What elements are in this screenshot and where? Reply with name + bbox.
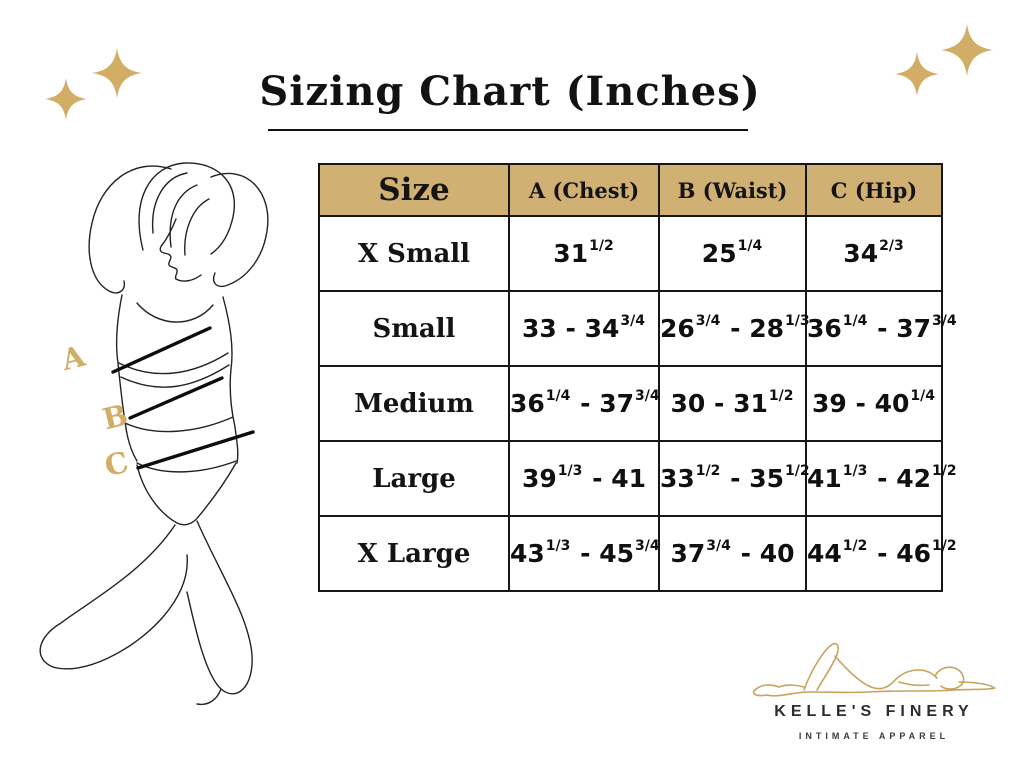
value-text: - 42 xyxy=(868,464,931,493)
value-text: 31 xyxy=(553,239,589,268)
fraction-superscript: 1/2 xyxy=(931,463,957,479)
value-text: - 35 xyxy=(721,464,784,493)
value-text: 34 xyxy=(843,239,879,268)
size-cell: X Large xyxy=(319,516,509,591)
value-text: - 45 xyxy=(571,539,634,568)
measurement-label-a: A xyxy=(58,338,89,378)
header-cell: A (Chest) xyxy=(509,164,659,216)
fraction-superscript: 3/4 xyxy=(706,538,731,554)
size-cell: X Small xyxy=(319,216,509,291)
value-cell xyxy=(806,216,942,291)
table-row xyxy=(319,441,942,516)
woman-line-drawing xyxy=(25,155,310,710)
fraction-superscript: 1/4 xyxy=(842,313,868,329)
value-text: 36 xyxy=(807,314,842,343)
fraction-superscript: 1/2 xyxy=(931,538,957,554)
page-title: Sizing Chart (Inches) xyxy=(259,68,761,115)
fraction-superscript: 1/4 xyxy=(545,388,571,404)
fraction-superscript: 3/4 xyxy=(931,313,957,329)
table-row xyxy=(319,216,942,291)
fraction-superscript: 1/3 xyxy=(784,313,810,329)
value-text: - 37 xyxy=(571,389,634,418)
fraction-superscript: 1/4 xyxy=(737,238,763,254)
sparkle-icon xyxy=(941,24,993,76)
sparkle-icon xyxy=(92,48,142,98)
value-text: 39 - 40 xyxy=(812,389,910,418)
value-cell xyxy=(659,291,810,366)
table-row xyxy=(319,291,942,366)
sizing-table xyxy=(318,163,957,592)
sparkle-icon xyxy=(895,52,939,96)
value-text: 25 xyxy=(701,239,737,268)
fraction-superscript: 1/4 xyxy=(910,388,935,404)
title-underline xyxy=(268,129,748,131)
value-text: 39 xyxy=(522,464,557,493)
size-cell: Small xyxy=(319,291,509,366)
value-cell xyxy=(659,366,806,441)
header-row xyxy=(319,164,942,216)
measurement-label-c: C xyxy=(101,444,132,484)
value-cell xyxy=(659,516,806,591)
fraction-superscript: 1/2 xyxy=(589,238,614,254)
value-cell xyxy=(659,216,806,291)
value-cell xyxy=(509,291,659,366)
fraction-superscript: 2/3 xyxy=(879,238,904,254)
value-cell xyxy=(509,366,659,441)
fraction-superscript: 1/3 xyxy=(545,538,571,554)
value-cell xyxy=(509,216,659,291)
value-cell xyxy=(509,516,659,591)
value-cell xyxy=(509,441,659,516)
value-cell xyxy=(806,291,957,366)
value-text: 43 xyxy=(510,539,545,568)
value-text: 30 - 31 xyxy=(670,389,768,418)
value-text: - 40 xyxy=(731,539,795,568)
table-row xyxy=(319,516,942,591)
value-cell xyxy=(806,366,942,441)
size-cell: Medium xyxy=(319,366,509,441)
value-text: 41 xyxy=(807,464,842,493)
fraction-superscript: 3/4 xyxy=(634,388,660,404)
fraction-superscript: 1/3 xyxy=(557,463,583,479)
fraction-superscript: 1/2 xyxy=(784,463,810,479)
fraction-superscript: 3/4 xyxy=(695,313,721,329)
value-text: 33 xyxy=(660,464,695,493)
value-cell xyxy=(659,441,810,516)
measurement-label-b: B xyxy=(99,397,132,437)
brand-name: KELLE'S FINERY xyxy=(774,703,974,720)
fraction-superscript: 1/2 xyxy=(768,388,794,404)
fraction-superscript: 1/2 xyxy=(842,538,868,554)
value-text: 33 - 34 xyxy=(522,314,620,343)
header-cell: B (Waist) xyxy=(659,164,806,216)
value-text: 37 xyxy=(670,539,706,568)
fraction-superscript: 1/2 xyxy=(695,463,721,479)
sparkle-icon xyxy=(45,78,87,120)
value-text: - 37 xyxy=(868,314,931,343)
value-text: 44 xyxy=(807,539,842,568)
fraction-superscript: 3/4 xyxy=(620,313,645,329)
value-text: - 28 xyxy=(721,314,784,343)
value-cell xyxy=(806,441,957,516)
header-cell: C (Hip) xyxy=(806,164,942,216)
fraction-superscript: 1/3 xyxy=(842,463,868,479)
value-text: 26 xyxy=(660,314,695,343)
value-cell xyxy=(806,516,957,591)
brand-tagline: INTIMATE APPAREL xyxy=(798,731,950,741)
header-cell-size: Size xyxy=(319,164,509,216)
logo-reclining-figure xyxy=(748,640,1000,702)
value-text: 36 xyxy=(510,389,545,418)
value-text: - 46 xyxy=(868,539,931,568)
fraction-superscript: 3/4 xyxy=(634,538,660,554)
value-text: - 41 xyxy=(583,464,646,493)
table-row xyxy=(319,366,942,441)
size-cell: Large xyxy=(319,441,509,516)
